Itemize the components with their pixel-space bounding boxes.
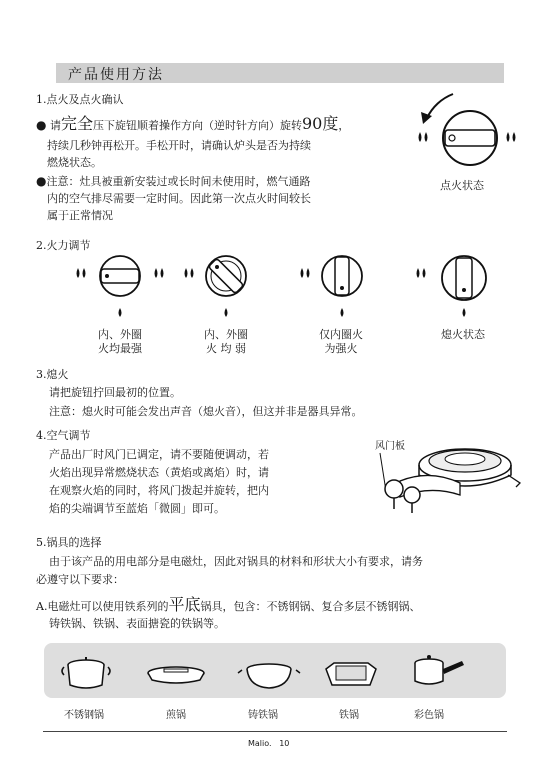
knob-off-diagram: [416, 256, 506, 326]
knob-weak-caption: 内、外圈 火 均 弱: [204, 328, 248, 355]
flame-icon: [225, 308, 228, 317]
s2-heading: 2.火力调节: [36, 239, 91, 252]
s3-line1: 请把旋钮拧回最初的位置。: [49, 386, 181, 399]
bullet-icon: ●: [36, 174, 47, 188]
knob-weak-diagram: [184, 256, 274, 326]
flame-icon: [341, 308, 344, 317]
s3-line2: 注意：熄火时可能会发出声音（熄火音），但这并非是器具异常。: [49, 405, 363, 418]
s1-para2-line3: 属于正常情况: [47, 209, 113, 222]
pan-label-colored: 彩色锅: [414, 710, 444, 721]
knob-inner-caption: 仅内圈火 为强火: [319, 328, 363, 355]
s4-line4: 焰的尖端调节至蓝焰「微圆」即可。: [49, 502, 225, 515]
s4-line1: 产品出厂时风门已调定，请不要随便调动，若: [49, 448, 269, 461]
air-shutter-callout: 风门板: [375, 441, 405, 452]
pan-label-frying: 煎锅: [166, 710, 186, 721]
iron-griddle-icon: [326, 663, 376, 685]
s4-heading: 4.空气调节: [36, 429, 91, 442]
footer-rule: [43, 731, 507, 732]
s1-heading: 1.点火及点火确认: [36, 93, 124, 106]
pan-label-iron: 铁锅: [339, 710, 359, 721]
knob-strong-caption: 内、外圈 火均最强: [98, 328, 142, 355]
s3-heading: 3.熄火: [36, 368, 69, 381]
air-shutter-icon: [385, 480, 403, 498]
colored-pot-icon: [415, 655, 464, 684]
s1-para1-line2: 持续几秒钟再松开。手松开时，请确认炉头是否为持续: [47, 139, 311, 152]
burner-diagram: [370, 425, 525, 525]
flame-icon: [185, 268, 194, 278]
flame-icon: [301, 268, 310, 278]
knob-inner-diagram: [300, 256, 390, 326]
rotation-arc-icon: [427, 94, 453, 118]
s5-itemA-line1: A.电磁灶可以使用铁系列的平底锅具，包含：不锈钢锅、复合多层不锈钢锅、: [36, 595, 421, 614]
ignition-caption: 点火状态: [440, 179, 484, 192]
cookware-illustrations: [44, 643, 506, 698]
section-title: 产品使用方法: [68, 67, 164, 83]
bullet-icon: ●: [36, 118, 47, 132]
pan-label-castiron: 铸铁锅: [248, 710, 278, 721]
page-footer: [248, 739, 289, 748]
s1-para2-line1: ●注意：灶具被重新安装过或长时间未使用时，燃气通路: [36, 174, 311, 188]
flame-icon: [417, 268, 426, 278]
flame-icon: [119, 308, 122, 317]
s5-itemA-line2: 铸铁锅、铁锅、表面搪瓷的铁锅等。: [49, 617, 225, 630]
flame-icon: [463, 308, 466, 317]
s4-line2: 火焰出现异常燃烧状态（黄焰或离焰）时，请: [49, 466, 269, 479]
s1-para1-line3: 燃烧状态。: [47, 156, 102, 169]
s4-line3: 在观察火焰的同时，将风门拨起并旋转，把内: [49, 484, 269, 497]
frying-pan-icon: [148, 667, 204, 683]
s5-line1: 由于该产品的用电部分是电磁灶，因此对锅具的材料和形状大小有要求，请务: [49, 555, 423, 568]
page-number: 10: [279, 739, 290, 748]
ignition-knob-diagram: [415, 80, 515, 180]
s1-para1-line1: ● 请完全压下旋钮顺着操作方向（逆时针方向）旋转90度，: [36, 114, 350, 133]
cast-iron-pot-icon: [238, 664, 300, 688]
knob-off-caption: 熄火状态: [441, 328, 485, 341]
s5-heading: 5.锅具的选择: [36, 536, 102, 549]
footer-brand: Malio.: [248, 739, 272, 748]
knob-strong-diagram: [76, 256, 166, 326]
stainless-pot-icon: [62, 657, 110, 688]
pan-label-stainless: 不锈钢锅: [64, 710, 104, 721]
s5-line2: 必遵守以下要求：: [36, 573, 124, 586]
s1-para2-line2: 内的空气排尽需要一定时间。因此第一次点火时间较长: [47, 192, 311, 205]
